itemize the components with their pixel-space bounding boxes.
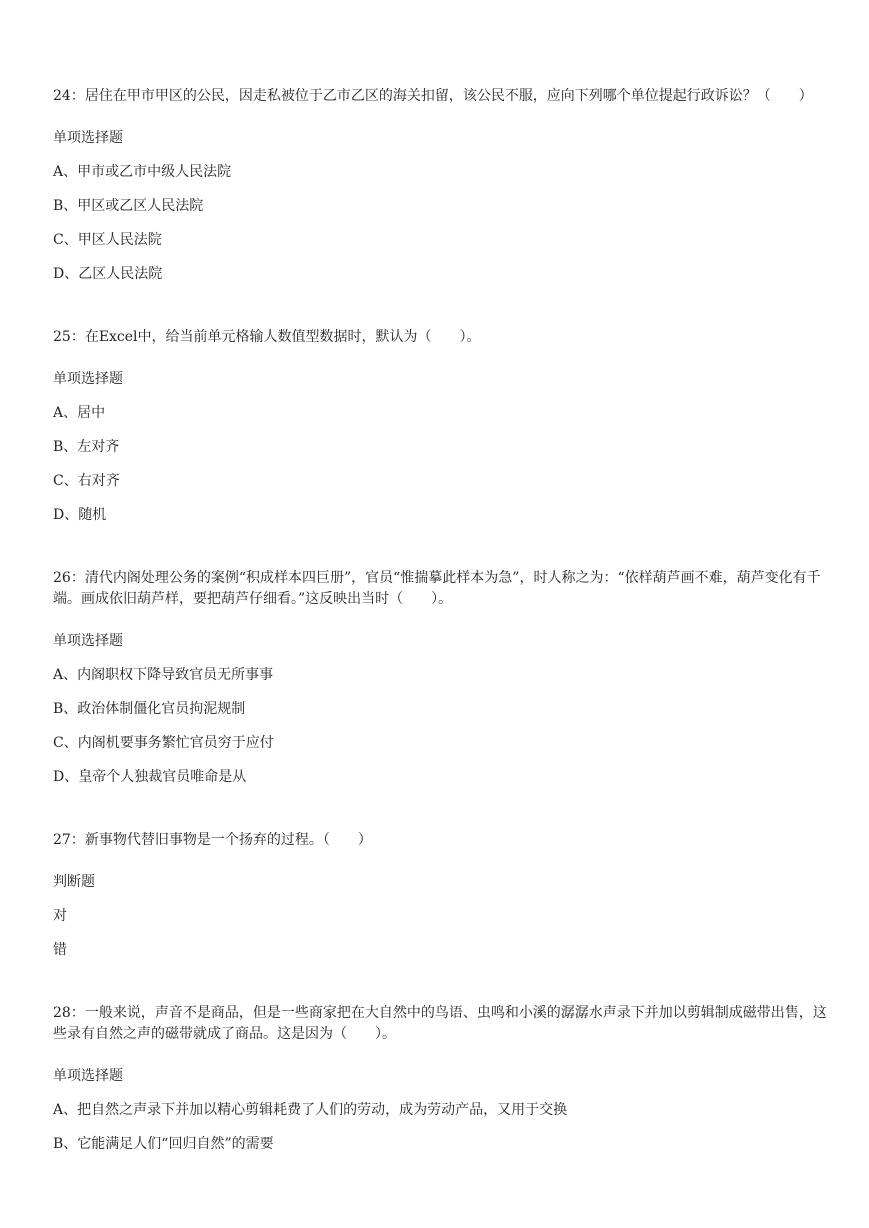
question-type: 判断题 (53, 874, 95, 890)
question-25 (53, 327, 828, 526)
option-d[interactable]: D、皇帝个人独裁官员唯命是从 (53, 769, 247, 785)
question-type: 单项选择题 (53, 371, 123, 387)
option-b[interactable]: B、政治体制僵化官员拘泥规制 (53, 701, 246, 717)
question-text: 27：新事物代替旧事物是一个扬弃的过程。（ ） (53, 832, 372, 848)
question-text: 28：一般来说，声音不是商品，但是一些商家把在大自然中的鸟语、虫鸣和小溪的潺潺水声录下并加以剪辑制成磁带出售，这些录有自然之声的磁带就成了商品。这是因为（ ）。 (53, 1005, 827, 1042)
option-b[interactable]: B、左对齐 (53, 439, 120, 455)
option-c[interactable]: C、甲区人民法院 (53, 232, 162, 248)
option-b[interactable]: B、甲区或乙区人民法院 (53, 198, 204, 214)
option-a[interactable]: A、内阁职权下降导致官员无所事事 (53, 667, 274, 683)
option-c[interactable]: C、内阁机要事务繁忙官员穷于应付 (53, 735, 274, 751)
question-text: 25：在Excel中，给当前单元格输人数值型数据时，默认为（ ）。 (53, 329, 481, 345)
question-26 (53, 568, 828, 788)
question-type: 单项选择题 (53, 1068, 123, 1084)
question-type: 单项选择题 (53, 633, 123, 649)
option-true[interactable]: 对 (53, 908, 67, 924)
question-list (53, 86, 828, 1155)
option-d[interactable]: D、随机 (53, 507, 107, 523)
option-a[interactable]: A、居中 (53, 405, 106, 421)
option-a[interactable]: A、把自然之声录下并加以精心剪辑耗费了人们的劳动，成为劳动产品，又用于交换 (53, 1102, 568, 1118)
option-b[interactable]: B、它能满足人们“回归自然”的需要 (53, 1136, 274, 1152)
option-a[interactable]: A、甲市或乙市中级人民法院 (53, 164, 232, 180)
question-type: 单项选择题 (53, 130, 123, 146)
question-text: 26：清代内阁处理公务的案例“积成样本四巨册”，官员“惟揣摹此样本为急”，时人称之为：“依样葫芦画不难，葫芦变化有千端。画成依旧葫芦样，要把葫芦仔细看。”这反映出当时（ ）。 (53, 570, 821, 607)
question-24 (53, 86, 828, 285)
option-d[interactable]: D、乙区人民法院 (53, 266, 163, 282)
option-c[interactable]: C、右对齐 (53, 473, 120, 489)
question-text: 24：居住在甲市甲区的公民，因走私被位于乙市乙区的海关扣留，该公民不服，应向下列哪个单位提起行政诉讼？（ ） (53, 88, 813, 104)
question-27 (53, 830, 828, 961)
question-28 (53, 1003, 828, 1155)
option-false[interactable]: 错 (53, 942, 67, 958)
